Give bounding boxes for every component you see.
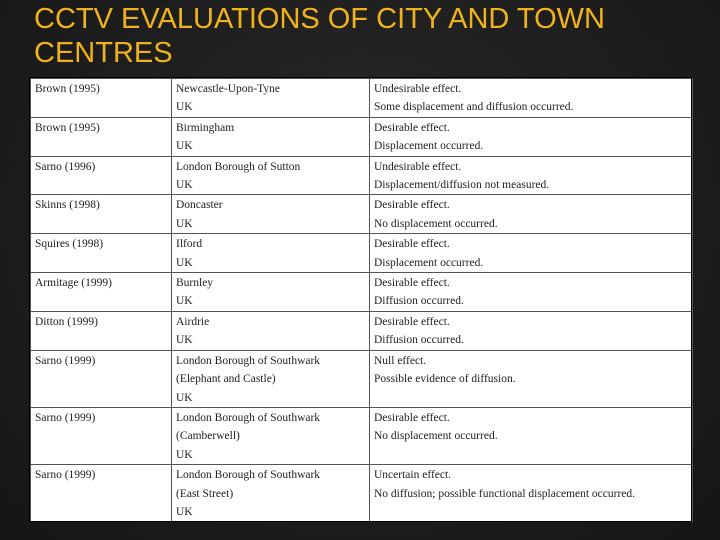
study-text: Brown (1995) [35,121,100,134]
result-line: No diffusion; possible functional displacement occurred. [374,487,636,500]
result-line: Diffusion occurred. [374,334,464,347]
study-text: Skinns (1998) [35,199,100,212]
slide-title-line-2: CENTRES [34,37,173,69]
study-cell [31,156,172,195]
study-cell [31,273,172,312]
location-line: UK [176,295,193,308]
location-cell [172,407,370,464]
result-line: Undesirable effect. [374,83,462,95]
result-cell [370,407,693,464]
location-line: UK [176,448,193,461]
result-cell [370,311,693,350]
table-row [31,465,693,522]
result-line: Displacement occurred. [374,140,484,153]
slide-title-line-1: CCTV EVALUATIONS OF CITY AND TOWN [34,3,605,35]
study-cell [31,117,172,156]
location-line: UK [176,334,193,347]
location-line: UK [176,217,193,230]
study-cell [31,350,172,407]
location-line: (East Street) [176,487,234,500]
table-row [31,234,693,273]
result-cell [370,350,693,407]
table-row [31,311,693,350]
result-cell [370,465,693,522]
result-line: Displacement occurred. [374,256,484,269]
result-line: Desirable effect. [374,238,450,251]
location-cell [172,234,370,273]
study-text: Sarno (1999) [35,469,96,482]
result-line: Desirable effect. [374,121,450,134]
result-cell [370,117,693,156]
location-line: UK [176,101,193,114]
table-row [31,407,693,464]
study-cell [31,407,172,464]
result-line: Uncertain effect. [374,469,452,482]
location-cell [172,156,370,195]
study-text: Brown (1995) [35,83,100,95]
location-line: UK [176,256,193,269]
location-line: UK [176,391,193,404]
study-cell [31,79,172,118]
location-line: London Borough of Southwark [176,354,321,367]
study-cell [31,465,172,522]
result-cell [370,195,693,234]
location-line: (Camberwell) [176,430,240,443]
location-line: UK [176,505,193,518]
table-row [31,79,693,118]
slide-title [34,2,694,70]
study-cell [31,195,172,234]
study-text: Sarno (1996) [35,160,96,173]
result-line: Displacement/diffusion not measured. [374,179,550,192]
study-text: Ditton (1999) [35,315,98,328]
result-line: Diffusion occurred. [374,295,464,308]
location-cell [172,117,370,156]
study-text: Squires (1998) [35,238,104,251]
result-line: No displacement occurred. [374,217,498,230]
location-cell [172,311,370,350]
result-cell [370,273,693,312]
location-line: Birmingham [176,121,235,134]
result-line: Some displacement and diffusion occurred. [374,101,574,114]
table-row [31,350,693,407]
cctv-evaluations-table [30,78,693,522]
location-cell [172,350,370,407]
table-row [31,195,693,234]
result-line: Null effect. [374,354,427,367]
location-line: Doncaster [176,199,223,212]
location-line: London Borough of Sutton [176,160,301,173]
table-row [31,273,693,312]
location-line: UK [176,140,193,153]
result-cell [370,234,693,273]
result-line: Desirable effect. [374,277,450,290]
result-line: Undesirable effect. [374,160,462,173]
location-cell [172,79,370,118]
location-cell [172,195,370,234]
result-line: Possible evidence of diffusion. [374,373,516,386]
study-cell [31,234,172,273]
study-cell [31,311,172,350]
table-row [31,156,693,195]
location-line: Burnley [176,277,214,290]
result-line: Desirable effect. [374,315,450,328]
location-line: Airdrie [176,315,210,328]
location-line: UK [176,179,193,192]
result-line: No displacement occurred. [374,430,498,443]
location-cell [172,465,370,522]
result-line: Desirable effect. [374,199,450,212]
study-text: Sarno (1999) [35,354,96,367]
table-row [31,117,693,156]
location-line: Newcastle-Upon-Tyne [176,83,280,95]
study-text: Armitage (1999) [35,277,112,290]
result-cell [370,79,693,118]
location-line: London Borough of Southwark [176,469,321,482]
location-line: Ilford [176,238,203,251]
result-line: Desirable effect. [374,411,450,424]
study-text: Sarno (1999) [35,411,96,424]
location-line: London Borough of Southwark [176,411,321,424]
result-cell [370,156,693,195]
location-line: (Elephant and Castle) [176,373,276,386]
location-cell [172,273,370,312]
